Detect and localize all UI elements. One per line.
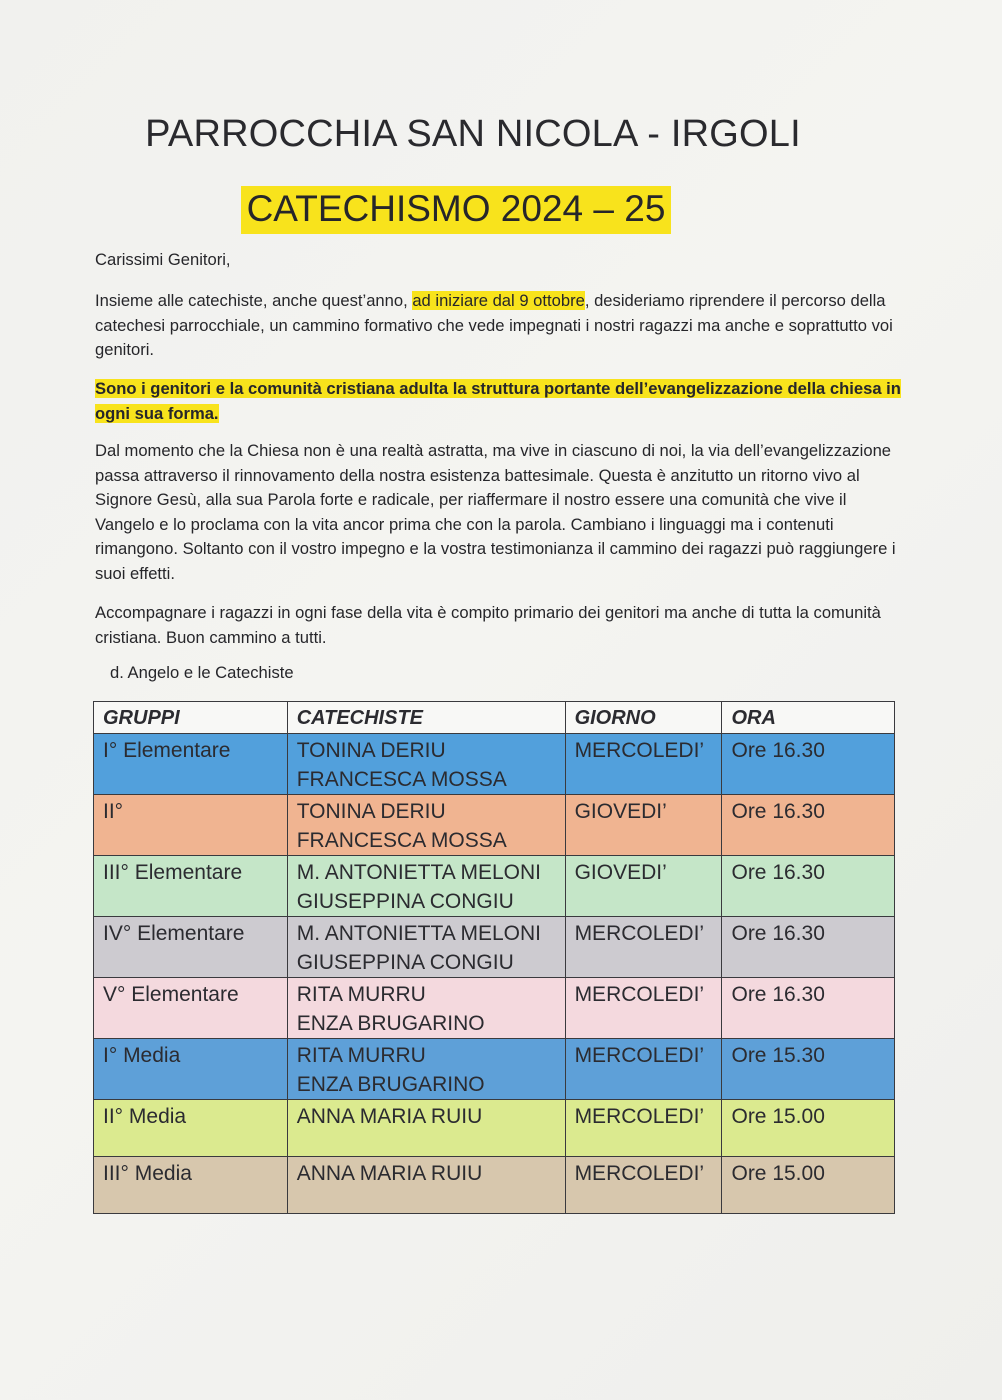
table-row bbox=[94, 1039, 895, 1100]
table-row bbox=[94, 734, 895, 795]
day-cell-text: MERCOLEDI’ bbox=[574, 922, 705, 945]
catechists-cell-text: TONINA DERIU bbox=[296, 739, 446, 762]
day-cell-text: MERCOLEDI’ bbox=[574, 1044, 705, 1067]
time-cell bbox=[722, 1157, 895, 1214]
day-cell bbox=[565, 795, 722, 856]
catechists-cell-text: ENZA BRUGARINO bbox=[296, 1073, 485, 1096]
paragraph-intro-end: , desideriamo riprendere il percorso della catechesi parrocchiale, un cammino formativo che vede impegnati i nostri ragazzi ma anche e soprattutto voi genitori. bbox=[95, 291, 893, 359]
day-cell bbox=[565, 1157, 722, 1214]
table-row bbox=[94, 856, 895, 917]
group-cell-text: I° Media bbox=[103, 1044, 181, 1067]
time-cell bbox=[722, 1100, 895, 1157]
paragraph-closing: Accompagnare i ragazzi in ogni fase della vita è compito primario dei genitori ma anche di tutta la comunità cristiana. Buon cammino a tutti. bbox=[95, 603, 881, 647]
group-cell bbox=[94, 734, 288, 795]
group-cell bbox=[94, 917, 288, 978]
time-cell bbox=[722, 734, 895, 795]
table-row bbox=[94, 1157, 895, 1214]
catechists-cell bbox=[287, 795, 565, 856]
group-cell bbox=[94, 1100, 288, 1157]
time-cell bbox=[722, 917, 895, 978]
table-row bbox=[94, 917, 895, 978]
paragraph-body: Dal momento che la Chiesa non è una realtà astratta, ma vive in ciascuno di noi, la via dell’evangelizzazione passa attraverso il rinnovamento della nostra esistenza battesimale. Questa è anzitutto un ritorno vivo al Signore Gesù, alla sua Parola forte e radicale, per riaffermare il nostro essere una comunità che vive il Vangelo e lo proclama con la vita ancor prima che con la parola. Cambiano i linguaggi ma i contenuti rimangono. Soltanto con il vostro impegno e la vostra testimonianza il cammino dei ragazzi può raggiungere i suoi effetti. bbox=[95, 441, 896, 583]
day-cell bbox=[565, 856, 722, 917]
group-cell-text: III° Elementare bbox=[103, 861, 243, 884]
catechists-cell-text: M. ANTONIETTA MELONI bbox=[296, 861, 541, 884]
catechists-cell-text: TONINA DERIU bbox=[296, 800, 446, 823]
catechists-cell bbox=[287, 734, 565, 795]
signature: d. Angelo e le Catechiste bbox=[110, 663, 294, 682]
catechists-cell-text: GIUSEPPINA CONGIU bbox=[296, 890, 514, 913]
greeting: Carissimi Genitori, bbox=[95, 250, 231, 269]
day-cell-text: MERCOLEDI’ bbox=[574, 1105, 705, 1128]
group-cell bbox=[94, 1039, 288, 1100]
page-title: PARROCCHIA SAN NICOLA - IRGOLI bbox=[145, 113, 801, 155]
catechists-cell-text: ANNA MARIA RUIU bbox=[296, 1162, 483, 1185]
header-time: ORA bbox=[722, 702, 895, 734]
catechists-cell bbox=[287, 917, 565, 978]
catechists-cell-text: GIUSEPPINA CONGIU bbox=[296, 951, 514, 974]
time-cell bbox=[722, 795, 895, 856]
day-cell bbox=[565, 1100, 722, 1157]
catechists-cell-text: FRANCESCA MOSSA bbox=[296, 768, 507, 791]
time-cell-text: Ore 16.30 bbox=[731, 800, 825, 823]
catechists-cell-text: M. ANTONIETTA MELONI bbox=[296, 922, 541, 945]
group-cell-text: III° Media bbox=[103, 1162, 192, 1185]
table-row bbox=[94, 1100, 895, 1157]
catechists-cell-text: FRANCESCA MOSSA bbox=[296, 829, 507, 852]
day-cell bbox=[565, 917, 722, 978]
schedule-table bbox=[93, 701, 895, 1214]
catechists-cell-text: RITA MURRU bbox=[296, 1044, 426, 1067]
group-cell bbox=[94, 795, 288, 856]
page-subtitle: CATECHISMO 2024 – 25 bbox=[241, 186, 672, 234]
group-cell-text: II° bbox=[103, 800, 124, 823]
time-cell-text: Ore 15.00 bbox=[731, 1162, 825, 1185]
group-cell bbox=[94, 1157, 288, 1214]
time-cell-text: Ore 15.00 bbox=[731, 1105, 825, 1128]
catechists-cell-text: RITA MURRU bbox=[296, 983, 426, 1006]
time-cell-text: Ore 15.30 bbox=[731, 1044, 825, 1067]
day-cell-text: GIOVEDI’ bbox=[574, 800, 667, 823]
group-cell-text: I° Elementare bbox=[103, 739, 231, 762]
time-cell-text: Ore 16.30 bbox=[731, 922, 825, 945]
day-cell bbox=[565, 1039, 722, 1100]
catechists-cell bbox=[287, 1157, 565, 1214]
time-cell-text: Ore 16.30 bbox=[731, 739, 825, 762]
catechists-cell-text: ENZA BRUGARINO bbox=[296, 1012, 485, 1035]
time-cell-text: Ore 16.30 bbox=[731, 861, 825, 884]
group-cell bbox=[94, 978, 288, 1039]
time-cell bbox=[722, 1039, 895, 1100]
header-catechists: CATECHISTE bbox=[287, 702, 565, 734]
table-row bbox=[94, 978, 895, 1039]
paragraph-intro bbox=[95, 289, 910, 363]
table-header-row bbox=[94, 702, 895, 734]
start-date-highlight: ad iniziare dal 9 ottobre bbox=[412, 291, 585, 310]
day-cell bbox=[565, 734, 722, 795]
header-day: GIORNO bbox=[565, 702, 722, 734]
table-row bbox=[94, 795, 895, 856]
group-cell-text: IV° Elementare bbox=[103, 922, 245, 945]
header-groups: GRUPPI bbox=[94, 702, 288, 734]
paragraph-emphasis bbox=[95, 377, 910, 426]
time-cell bbox=[722, 856, 895, 917]
group-cell-text: V° Elementare bbox=[103, 983, 239, 1006]
catechists-cell bbox=[287, 1039, 565, 1100]
day-cell bbox=[565, 978, 722, 1039]
day-cell-text: MERCOLEDI’ bbox=[574, 983, 705, 1006]
emphasis-highlight: Sono i genitori e la comunità cristiana adulta la struttura portante dell’evangelizzazione della chiesa in ogni sua forma. bbox=[95, 379, 901, 423]
group-cell-text: II° Media bbox=[103, 1105, 187, 1128]
group-cell bbox=[94, 856, 288, 917]
day-cell-text: MERCOLEDI’ bbox=[574, 739, 705, 762]
day-cell-text: MERCOLEDI’ bbox=[574, 1162, 705, 1185]
time-cell bbox=[722, 978, 895, 1039]
paragraph-intro-start: Insieme alle catechiste, anche quest’anno, bbox=[95, 291, 413, 310]
catechists-cell-text: ANNA MARIA RUIU bbox=[296, 1105, 483, 1128]
catechists-cell bbox=[287, 978, 565, 1039]
time-cell-text: Ore 16.30 bbox=[731, 983, 825, 1006]
catechists-cell bbox=[287, 1100, 565, 1157]
day-cell-text: GIOVEDI’ bbox=[574, 861, 667, 884]
catechists-cell bbox=[287, 856, 565, 917]
